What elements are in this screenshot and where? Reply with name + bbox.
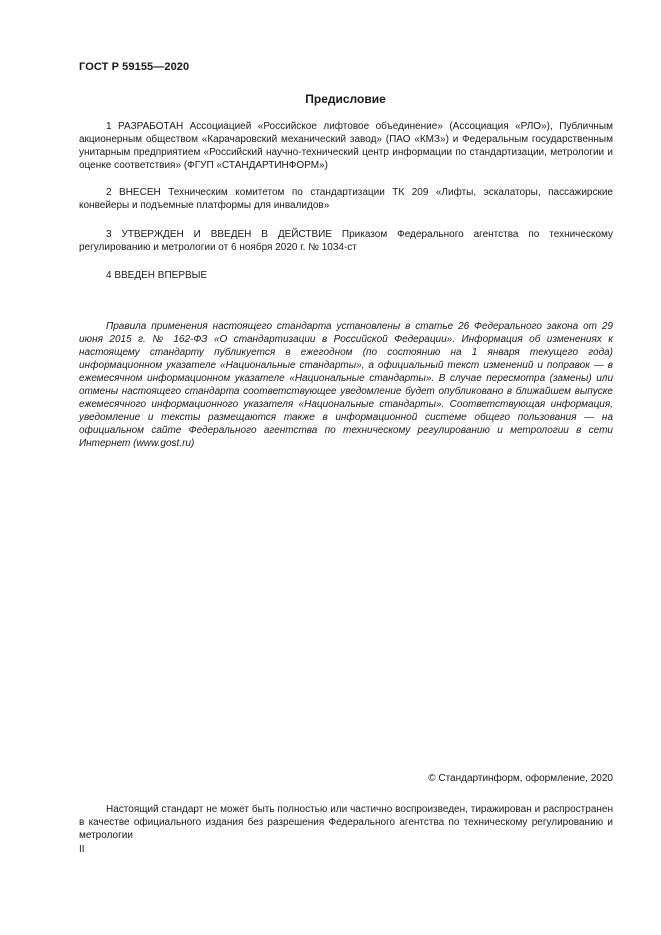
reproduction-notice: Настоящий стандарт не может быть полностью или частично воспроизведен, тиражирован и распространен в качестве официального издания без разрешения Федерального агентства по техническому регулированию и метрологии [79, 804, 613, 841]
application-rules-notice: Правила применения настоящего стандарта установлены в статье 26 Федерального закона от 29 июня 2015 г. № 162-ФЗ «О стандартизации в Российской Федерации». Информация об изменениях к настоящему стандарту публикуется в ежегодном (по состоянию на 1 января текущего года) информационном указателе «Национальные стандарты», а официальный текст изменений и поправок — в ежемесячном информационном указателе «Национальные стандарты». В случае пересмотра (замены) или отмены настоящего стандарта соответствующее уведомление будет опубликовано в ближайшем выпуске ежемесячного информационного указателя «Национальные стандарты». Соответствующая информация, уведомление и тексты размещаются также в информационной системе общего пользования — на официальном сайте Федерального агентства по техническому регулированию и метрологии в сети Интернет (www.gost.ru) [79, 321, 613, 449]
copyright-line: © Стандартинформ, оформление, 2020 [428, 773, 613, 784]
paragraph-developed-by: 1 РАЗРАБОТАН Ассоциацией «Российское лифтовое объединение» (Ассоциация «РЛО»), Публичным акционерным обществом «Карачаровский механический завод» (ПАО «КМЗ») и Федеральным государственным унитарным предприятием «Российский научно-технический центр информации по стандартизации, метрологии и оценке соответствия» (ФГУП «СТАНДАРТИНФОРМ») [79, 121, 613, 171]
document-code: ГОСТ Р 59155—2020 [79, 61, 190, 73]
paragraph-first-introduced: 4 ВВЕДЕН ВПЕРВЫЕ [106, 270, 208, 281]
paragraph-approved: 3 УТВЕРЖДЕН И ВВЕДЕН В ДЕЙСТВИЕ Приказом Федерального агентства по техническому регулированию и метрологии от 6 ноября 2020 г. № 1034-ст [79, 229, 613, 253]
section-title: Предисловие [305, 92, 386, 106]
page-number: II [79, 844, 85, 855]
paragraph-introduced-by: 2 ВНЕСЕН Техническим комитетом по стандартизации ТК 209 «Лифты, эскалаторы, пассажирские конвейеры и подъемные платформы для инвалидов» [79, 187, 613, 211]
